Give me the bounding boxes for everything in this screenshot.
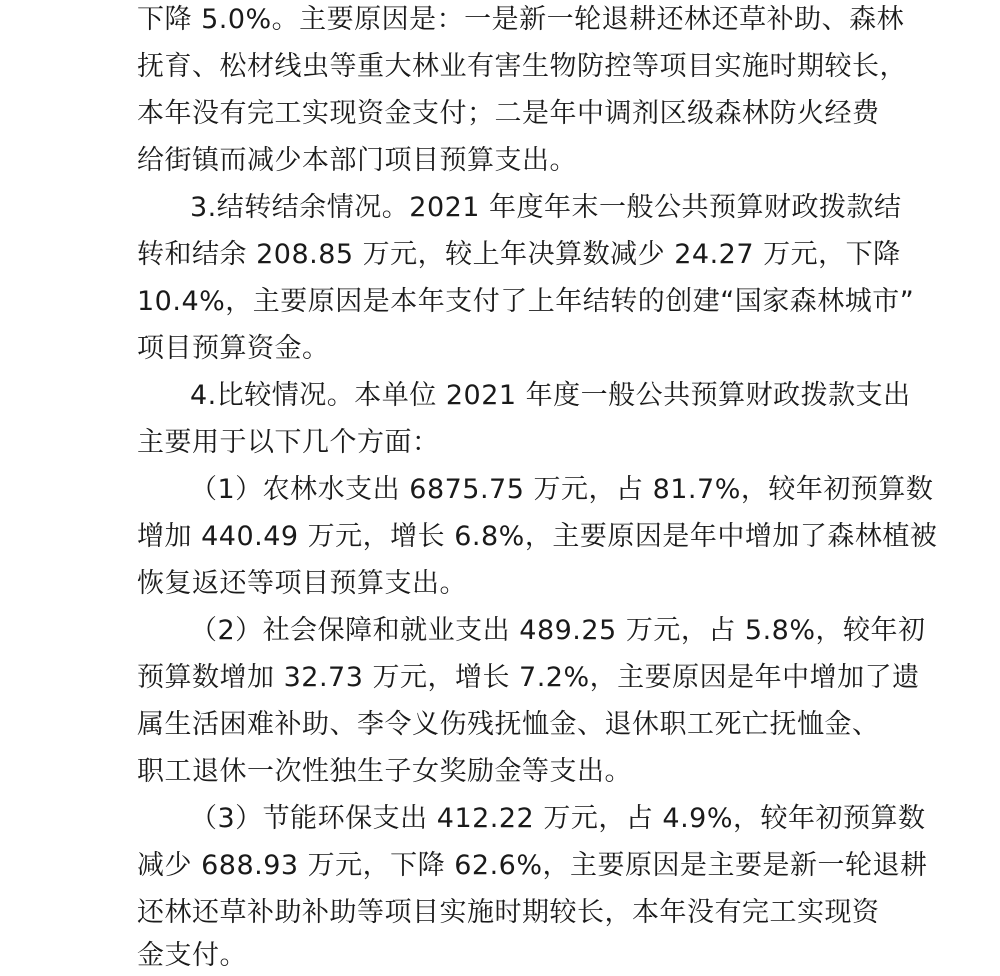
text-line: 预算数增加 32.73 万元，增长 7.2%，主要原因是年中增加了遗 — [137, 662, 920, 693]
text-line: （2）社会保障和就业支出 489.25 万元，占 5.8%，较年初 — [190, 615, 926, 646]
text-line: 职工退休一次性独生子女奖励金等支出。 — [137, 756, 632, 787]
text-line: 本年没有完工实现资金支付；二是年中调剂区级森林防火经费 — [137, 98, 880, 129]
text-line: 增加 440.49 万元，增长 6.8%，主要原因是年中增加了森林植被 — [137, 521, 938, 552]
text-line: 主要用于以下几个方面： — [137, 427, 440, 458]
text-line: 减少 688.93 万元，下降 62.6%，主要原因是主要是新一轮退耕 — [137, 850, 928, 881]
text-line: （1）农林水支出 6875.75 万元，占 81.7%，较年初预算数 — [190, 474, 934, 505]
text-line: 恢复返还等项目预算支出。 — [137, 568, 467, 599]
text-line: 给街镇而减少本部门项目预算支出。 — [137, 145, 577, 176]
text-line: 项目预算资金。 — [137, 333, 330, 364]
text-line: 3.结转结余情况。2021 年度年末一般公共预算财政拨款结 — [190, 192, 902, 223]
text-line: 4.比较情况。本单位 2021 年度一般公共预算财政拨款支出 — [190, 380, 911, 411]
text-line: 下降 5.0%。主要原因是：一是新一轮退耕还林还草补助、森林 — [137, 4, 905, 35]
text-line: 抚育、松材线虫等重大林业有害生物防控等项目实施时期较长， — [137, 51, 907, 82]
text-line: 转和结余 208.85 万元，较上年决算数减少 24.27 万元，下降 — [137, 239, 901, 270]
text-line: 10.4%，主要原因是本年支付了上年结转的创建“国家森林城市” — [137, 286, 915, 317]
text-line: （3）节能环保支出 412.22 万元，占 4.9%，较年初预算数 — [190, 803, 926, 834]
text-line: 属生活困难补助、李令义伤残抚恤金、退休职工死亡抚恤金、 — [137, 709, 880, 740]
text-line: 金支付。 — [137, 940, 247, 971]
text-line: 还林还草补助补助等项目实施时期较长，本年没有完工实现资 — [137, 897, 880, 928]
